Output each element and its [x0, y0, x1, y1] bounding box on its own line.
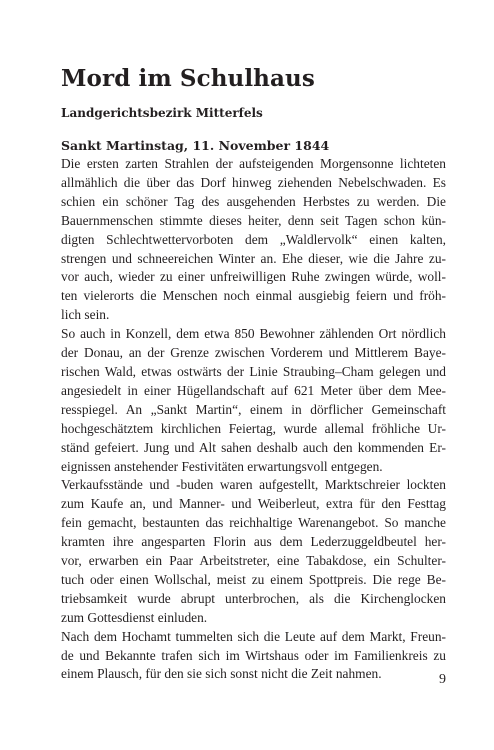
text-line: Verkaufsstände und -buden waren aufgestellt, Marktschreier lockten — [61, 477, 446, 493]
paragraph — [61, 628, 446, 685]
text-line: de und Bekannte trafen sich im Wirtshaus oder im Familienkreis zu — [61, 647, 446, 663]
text-line: einem Plausch, für den sie sich sonst nicht die Zeit nahmen. — [61, 666, 382, 682]
page-number: 9 — [439, 672, 446, 687]
section-heading: Sankt Martinstag, 11. November 1844 — [61, 138, 330, 153]
chapter-title: Mord im Schulhaus — [61, 65, 315, 92]
text-line: eignissen anstehender Festivitäten erwartungsvoll entgegen. — [61, 458, 383, 474]
text-line: ständ gefeiert. Jung und Alt sahen deshalb auch den kommenden Er- — [61, 439, 446, 455]
text-line: So auch in Konzell, dem etwa 850 Bewohner zählenden Ort nördlich — [61, 326, 446, 342]
text-line: triebsamkeit wurde abrupt unterbrochen, als die Kirchenglocken — [61, 590, 446, 606]
text-line: Die ersten zarten Strahlen der aufsteigenden Morgensonne lichteten — [61, 156, 446, 171]
text-line: zum Gottesdienst einluden. — [61, 609, 208, 625]
text-line: resspiegel. An „Sankt Martin“, einem in dörflicher Gemeinschaft — [61, 401, 446, 417]
paragraph — [61, 325, 446, 476]
text-line: lich sein. — [61, 307, 110, 323]
paragraph — [61, 155, 446, 325]
text-line: kramten ihre angesparten Florin aus dem Lederzuggeldbeutel her- — [61, 534, 446, 550]
text-line: ten vielerorts die Menschen noch einmal ausgiebig feiern und fröh- — [61, 288, 446, 304]
text-line: zum Kaufe an, und Manner- und Weiberleut, extra für den Festtag — [61, 496, 446, 512]
paragraph — [61, 476, 446, 627]
text-line: angesiedelt in einer Hügellandschaft auf 621 Meter über dem Mee- — [61, 382, 446, 398]
body-text — [61, 155, 446, 684]
text-line: strengen und schneereichen Winter an. Ehe dieser, wie die Jahre zu- — [61, 250, 446, 266]
text-line: fein gemacht, bestaunten das reichhaltige Warenangebot. So manche — [61, 515, 446, 531]
page-content — [61, 64, 446, 684]
chapter-subtitle: Landgerichtsbezirk Mitterfels — [61, 106, 263, 120]
text-line: vor auch, wieder zu einer unfreiwilligen Ruhe zwingen würde, woll- — [61, 269, 446, 285]
text-line: digten Schlechtwettervorboten dem „Waldlervolk“ einen kalten, — [61, 231, 446, 247]
text-line: rischen Wald, etwas ostwärts der Linie Straubing–Cham gelegen und — [61, 363, 446, 379]
text-line: der Donau, an der Grenze zwischen Vorderem und Mittlerem Baye- — [61, 345, 446, 361]
text-line: Nach dem Hochamt tummelten sich die Leute auf dem Markt, Freun- — [61, 628, 446, 644]
text-line: hochgeschätztem kirchlichen Feiertag, wurde allemal fröhliche Ur- — [61, 420, 446, 436]
text-line: schien ein schöner Tag des ausgehenden Herbstes zu werden. Die — [61, 193, 446, 209]
text-line: vor, erwarben ein Paar Arbeitstreter, eine Tabakdose, ein Schulter- — [61, 553, 446, 569]
text-line: tuch oder einen Wollschal, meist zu einem Spottpreis. Die rege Be- — [61, 571, 446, 587]
text-line: Bauernmenschen stimmte dieses heiter, denn seit Tagen schon kün- — [61, 212, 446, 228]
text-line: allmählich die über das Dorf hinweg ziehenden Nebelschwaden. Es — [61, 174, 446, 190]
